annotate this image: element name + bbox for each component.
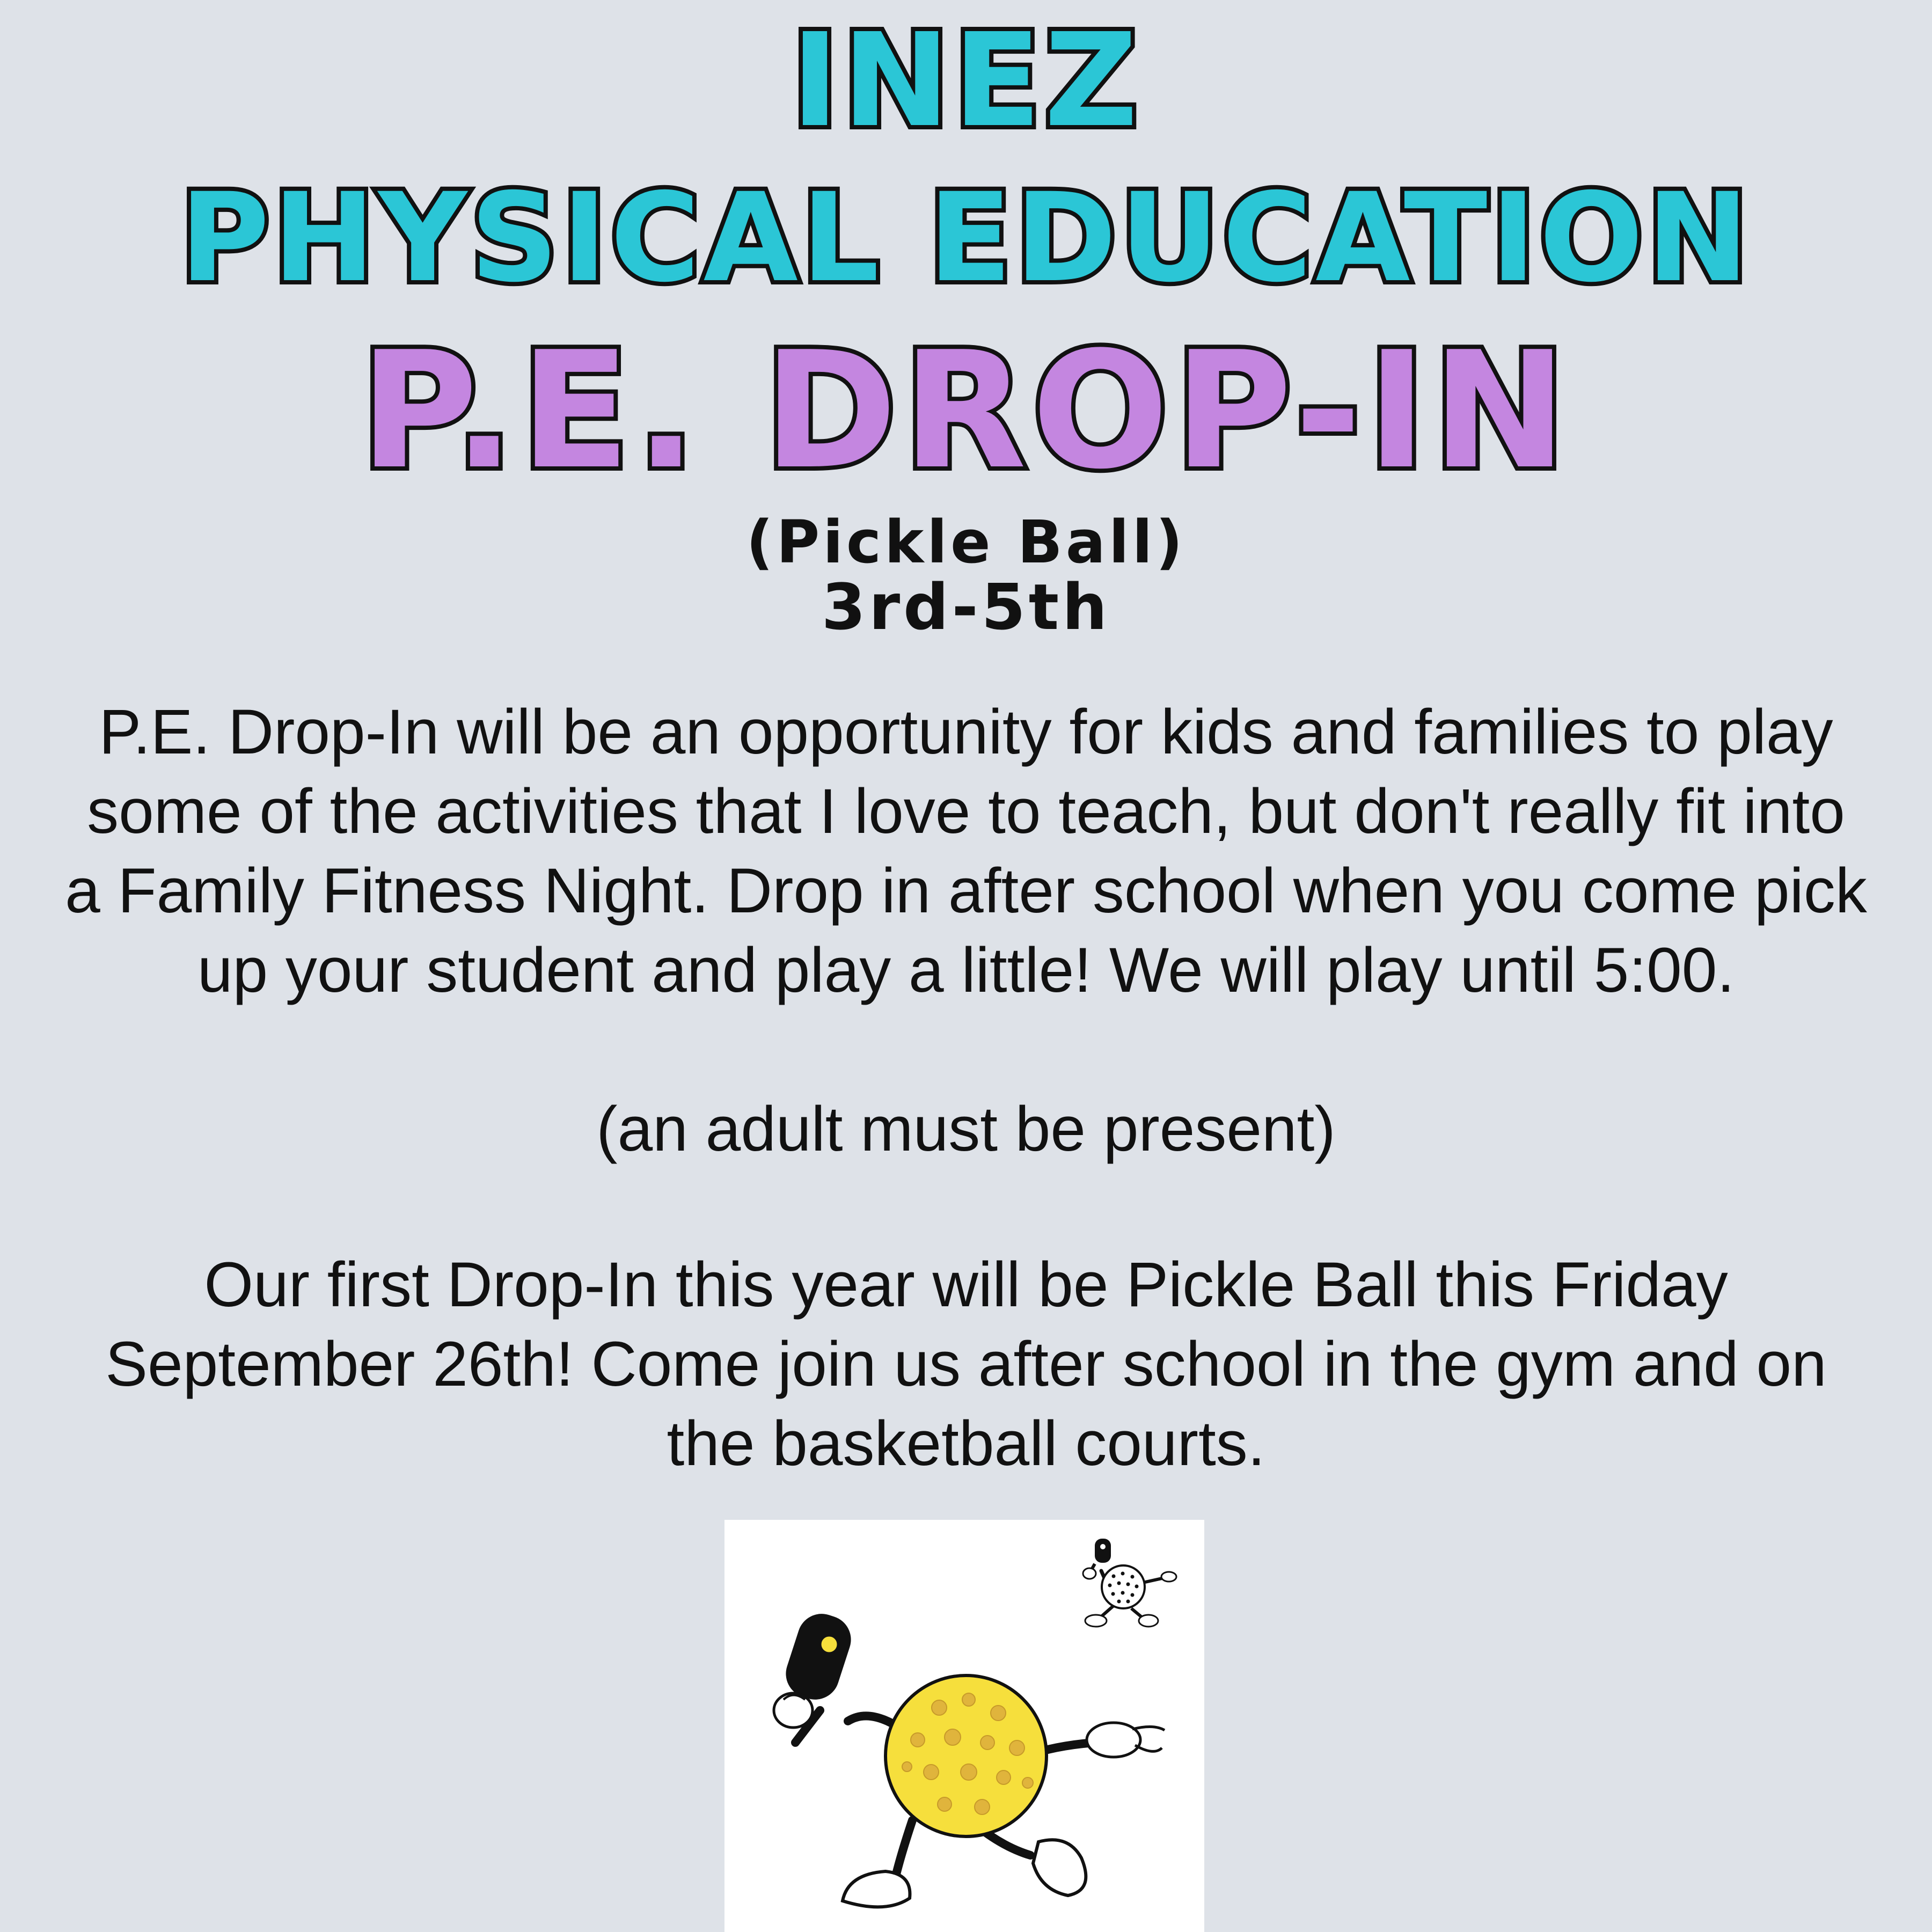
adult-note: (an adult must be present) [596,1094,1336,1165]
small-pickleball-mascot-icon [1083,1539,1176,1627]
event-title: P.E. DROP-IN [360,317,1572,504]
school-title: INEZ [791,5,1141,156]
description-paragraph: P.E. Drop-In will be an opportunity for kids and families to play some of the activities that I love to teach, but don't really fit into a Family Fitness Night. Drop in after school when you come pick up your student and play a little! We will play until 5:00. [65,697,1867,1006]
department-title: PHYSICAL EDUCATION [180,166,1752,309]
event-details-paragraph: Our first Drop-In this year will be Pickle Ball this Friday September 26th! Come join us after school in the gym and on the basketball courts. [105,1249,1827,1479]
pickleball-illustration [724,1520,1204,1932]
grades-subtitle: 3rd-5th [821,570,1111,644]
pickleball-mascot-icon [774,1607,1165,1907]
activity-subtitle: (Pickle Ball) [746,508,1186,576]
